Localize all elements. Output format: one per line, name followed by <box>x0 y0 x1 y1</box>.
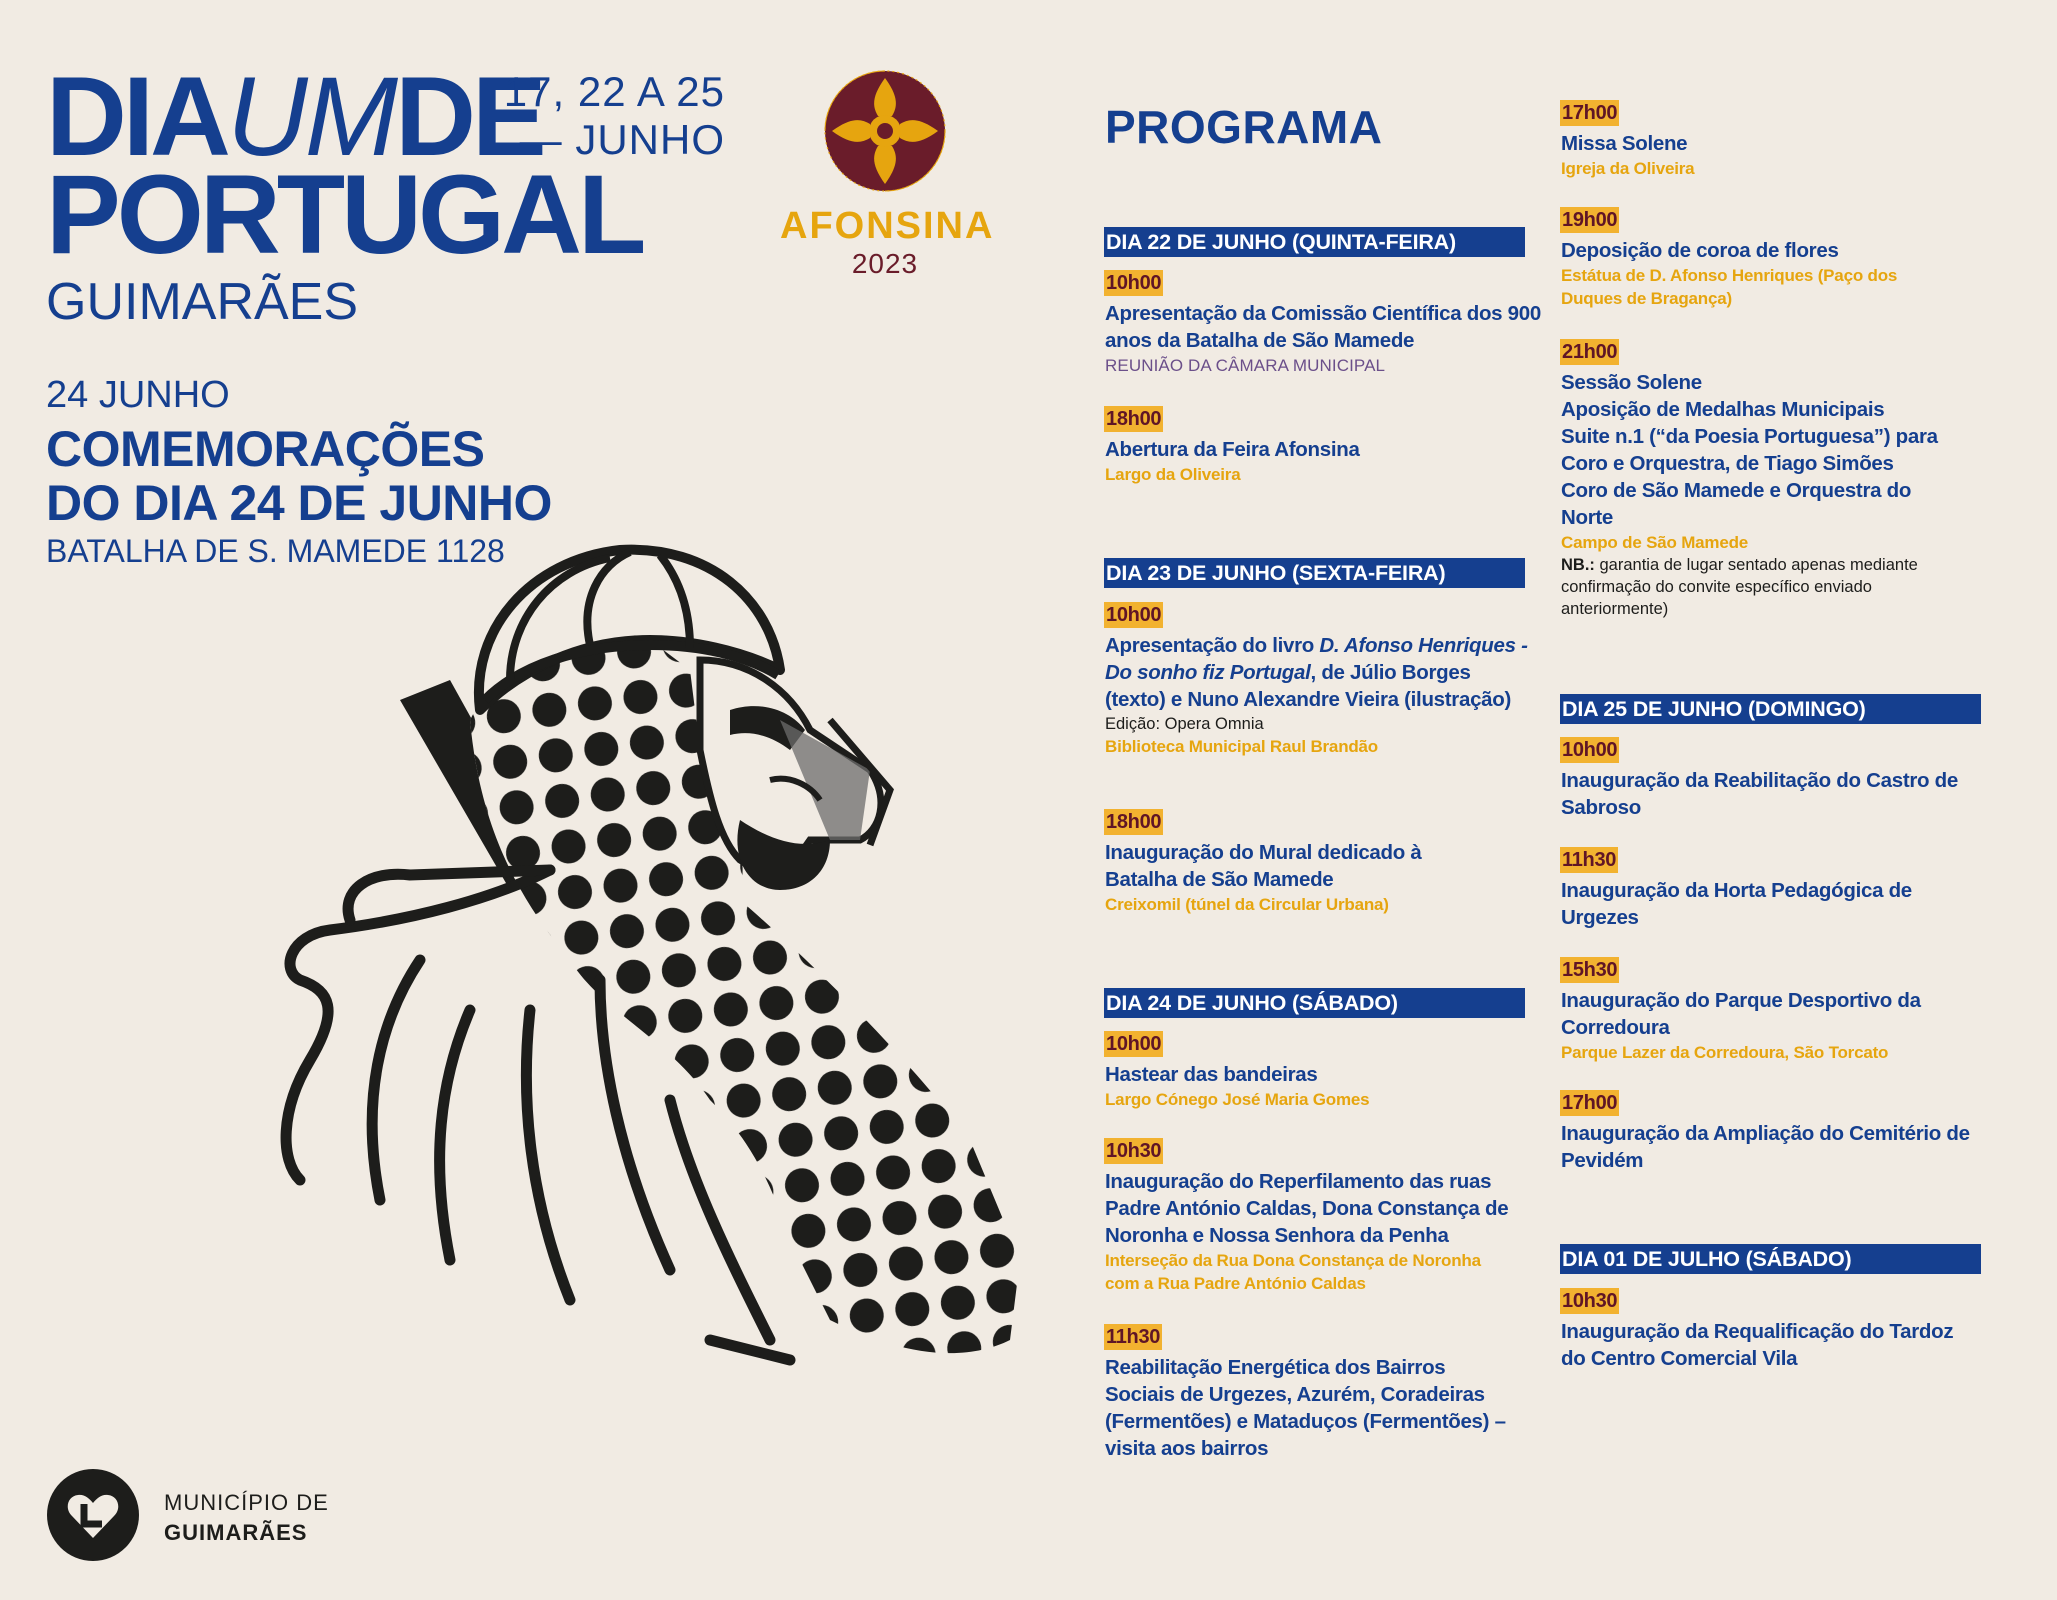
title-portugal: PORTUGAL <box>46 152 643 277</box>
programme-title: PROGRAMA <box>1105 101 1383 153</box>
event-time: 11h30 <box>1106 1326 1161 1348</box>
event-item <box>1105 300 1555 377</box>
event-time: 18h00 <box>1106 811 1162 833</box>
event-item <box>1561 987 1981 1064</box>
knight-illustration <box>270 540 1040 1410</box>
event-title: Inauguração da Horta Pedagógica de Urgezes <box>1561 879 1912 929</box>
event-time: 18h00 <box>1106 408 1162 430</box>
event-item <box>1105 1168 1535 1295</box>
event-title: Hastear das bandeiras <box>1105 1063 1318 1086</box>
event-time: 10h30 <box>1106 1140 1162 1162</box>
event-dates <box>500 68 725 164</box>
event-title: Inauguração da Ampliação do Cemitério de Pevidém <box>1561 1122 1970 1172</box>
event-title: Apresentação da Comissão Científica dos 900 anos da Batalha de São Mamede <box>1105 302 1541 352</box>
event-title: Inauguração do Reperfilamento das ruas Padre António Caldas, Dona Constança de Noronha e Nossa Senhora da Penha <box>1105 1170 1509 1247</box>
afonsina-logo <box>780 66 995 280</box>
event-time: 17h00 <box>1562 102 1618 124</box>
event-item <box>1105 1061 1555 1111</box>
municipality-line1: MUNICÍPIO DE <box>164 1490 329 1515</box>
event-item <box>1561 877 1961 931</box>
municipality-heart-icon <box>46 1468 140 1562</box>
event-title: Reabilitação Energética dos Bairros Sociais de Urgezes, Azurém, Coradeiras (Fermentões) e Mataduços (Fermentões) – visita aos bairros <box>1105 1356 1506 1460</box>
event-title-line2: Aposição de Medalhas Municipais <box>1561 398 1885 421</box>
event-title: Inauguração da Reabilitação do Castro de Sabroso <box>1561 769 1958 819</box>
event-title-c: , de Júlio Borges (texto) e Nuno Alexandre Vieira (ilustração) <box>1105 661 1512 711</box>
event-item <box>1105 1354 1515 1462</box>
event-title: Sessão Solene <box>1561 371 1702 394</box>
event-title-a: Apresentação do livro <box>1105 634 1320 657</box>
event-time: 17h00 <box>1562 1092 1618 1114</box>
event-title: Abertura da Feira Afonsina <box>1105 438 1360 461</box>
event-note: REUNIÃO DA CÂMARA MUNICIPAL <box>1105 356 1386 375</box>
event-nb-note <box>1561 554 1981 620</box>
event-time: 10h00 <box>1106 1033 1162 1055</box>
commemoration-title-line1: COMEMORAÇÕES <box>46 421 485 477</box>
event-item <box>1561 1120 1981 1174</box>
event-place: Campo de São Mamede <box>1561 533 1749 552</box>
event-title: Inauguração do Parque Desportivo da Corredoura <box>1561 989 1921 1039</box>
day-25-header: DIA 25 DE JUNHO (DOMINGO) <box>1560 694 1981 724</box>
event-time: 19h00 <box>1562 209 1618 231</box>
commemoration-title-line2: DO DIA 24 DE JUNHO <box>46 475 552 531</box>
event-place: Largo da Oliveira <box>1105 465 1241 484</box>
event-place: Largo Cónego José Maria Gomes <box>1105 1090 1370 1109</box>
event-time: 10h00 <box>1106 272 1162 294</box>
event-item <box>1105 839 1495 916</box>
event-time: 21h00 <box>1562 341 1618 363</box>
day-01-july-header: DIA 01 DE JULHO (SÁBADO) <box>1560 1244 1981 1274</box>
nb-label: NB.: <box>1561 556 1595 574</box>
city-name: GUIMARÃES <box>46 273 359 331</box>
event-place: Estátua de D. Afonso Henriques (Paço dos Duques de Bragança) <box>1561 266 1898 308</box>
afonsina-year: 2023 <box>851 248 919 279</box>
commemoration-title <box>46 422 552 530</box>
event-title-line4: Coro de São Mamede e Orquestra do Norte <box>1561 479 1912 529</box>
event-time: 10h00 <box>1106 604 1162 626</box>
title-um: UM <box>226 54 396 179</box>
event-title: Inauguração do Mural dedicado à Batalha de São Mamede <box>1105 841 1422 891</box>
event-time: 10h00 <box>1562 739 1618 761</box>
day-24-header: DIA 24 DE JUNHO (SÁBADO) <box>1104 988 1525 1018</box>
event-title <box>1105 632 1535 713</box>
event-time: 10h30 <box>1562 1290 1618 1312</box>
event-time: 15h30 <box>1562 959 1618 981</box>
dates-line1: 17, 22 A 25 <box>503 68 725 115</box>
event-place: Parque Lazer da Corredoura, São Torcato <box>1561 1043 1889 1062</box>
title-dia: DIA <box>46 54 227 179</box>
event-title: Inauguração da Requalificação do Tardoz do Centro Comercial Vila <box>1561 1320 1954 1370</box>
event-item <box>1561 130 2011 180</box>
event-title: Deposição de coroa de flores <box>1561 239 1839 262</box>
municipality-line2: GUIMARÃES <box>164 1520 308 1545</box>
event-item <box>1561 369 1981 620</box>
commemoration-subtitle: BATALHA DE S. MAMEDE 1128 <box>46 533 505 569</box>
municipality-name <box>164 1490 329 1546</box>
event-item <box>1561 767 1981 821</box>
afonsina-cross-emblem <box>780 66 990 196</box>
event-place: Biblioteca Municipal Raul Brandão <box>1105 737 1378 756</box>
afonsina-name: AFONSINA <box>780 205 995 247</box>
event-place: Interseção da Rua Dona Constança de Noronha com a Rua Padre António Caldas <box>1105 1251 1481 1293</box>
event-edition: Edição: Opera Omnia <box>1105 715 1264 733</box>
book-title: D. Afonso Henriques - Do sonho fiz Portugal <box>1105 634 1528 684</box>
event-item <box>1561 1318 1961 1372</box>
event-title: Missa Solene <box>1561 132 1688 155</box>
municipality-logo <box>46 1468 140 1567</box>
commemoration-date: 24 JUNHO <box>46 374 230 416</box>
day-23-header: DIA 23 DE JUNHO (SEXTA-FEIRA) <box>1104 558 1525 588</box>
event-time: 11h30 <box>1562 849 1617 871</box>
nb-text: garantia de lugar sentado apenas mediante confirmação do convite específico enviado anteriormente) <box>1561 556 1918 618</box>
event-title-line3: Suite n.1 (“da Poesia Portuguesa”) para Coro e Orquestra, de Tiago Simões <box>1561 425 1938 475</box>
title-de: DE <box>395 54 543 179</box>
event-place: Igreja da Oliveira <box>1561 159 1695 178</box>
event-item <box>1105 632 1535 758</box>
dates-line2: — JUNHO <box>519 116 725 163</box>
event-item <box>1105 436 1555 486</box>
event-item <box>1561 237 1981 310</box>
event-place: Creixomil (túnel da Circular Urbana) <box>1105 895 1389 914</box>
day-22-header: DIA 22 DE JUNHO (QUINTA-FEIRA) <box>1104 227 1525 257</box>
